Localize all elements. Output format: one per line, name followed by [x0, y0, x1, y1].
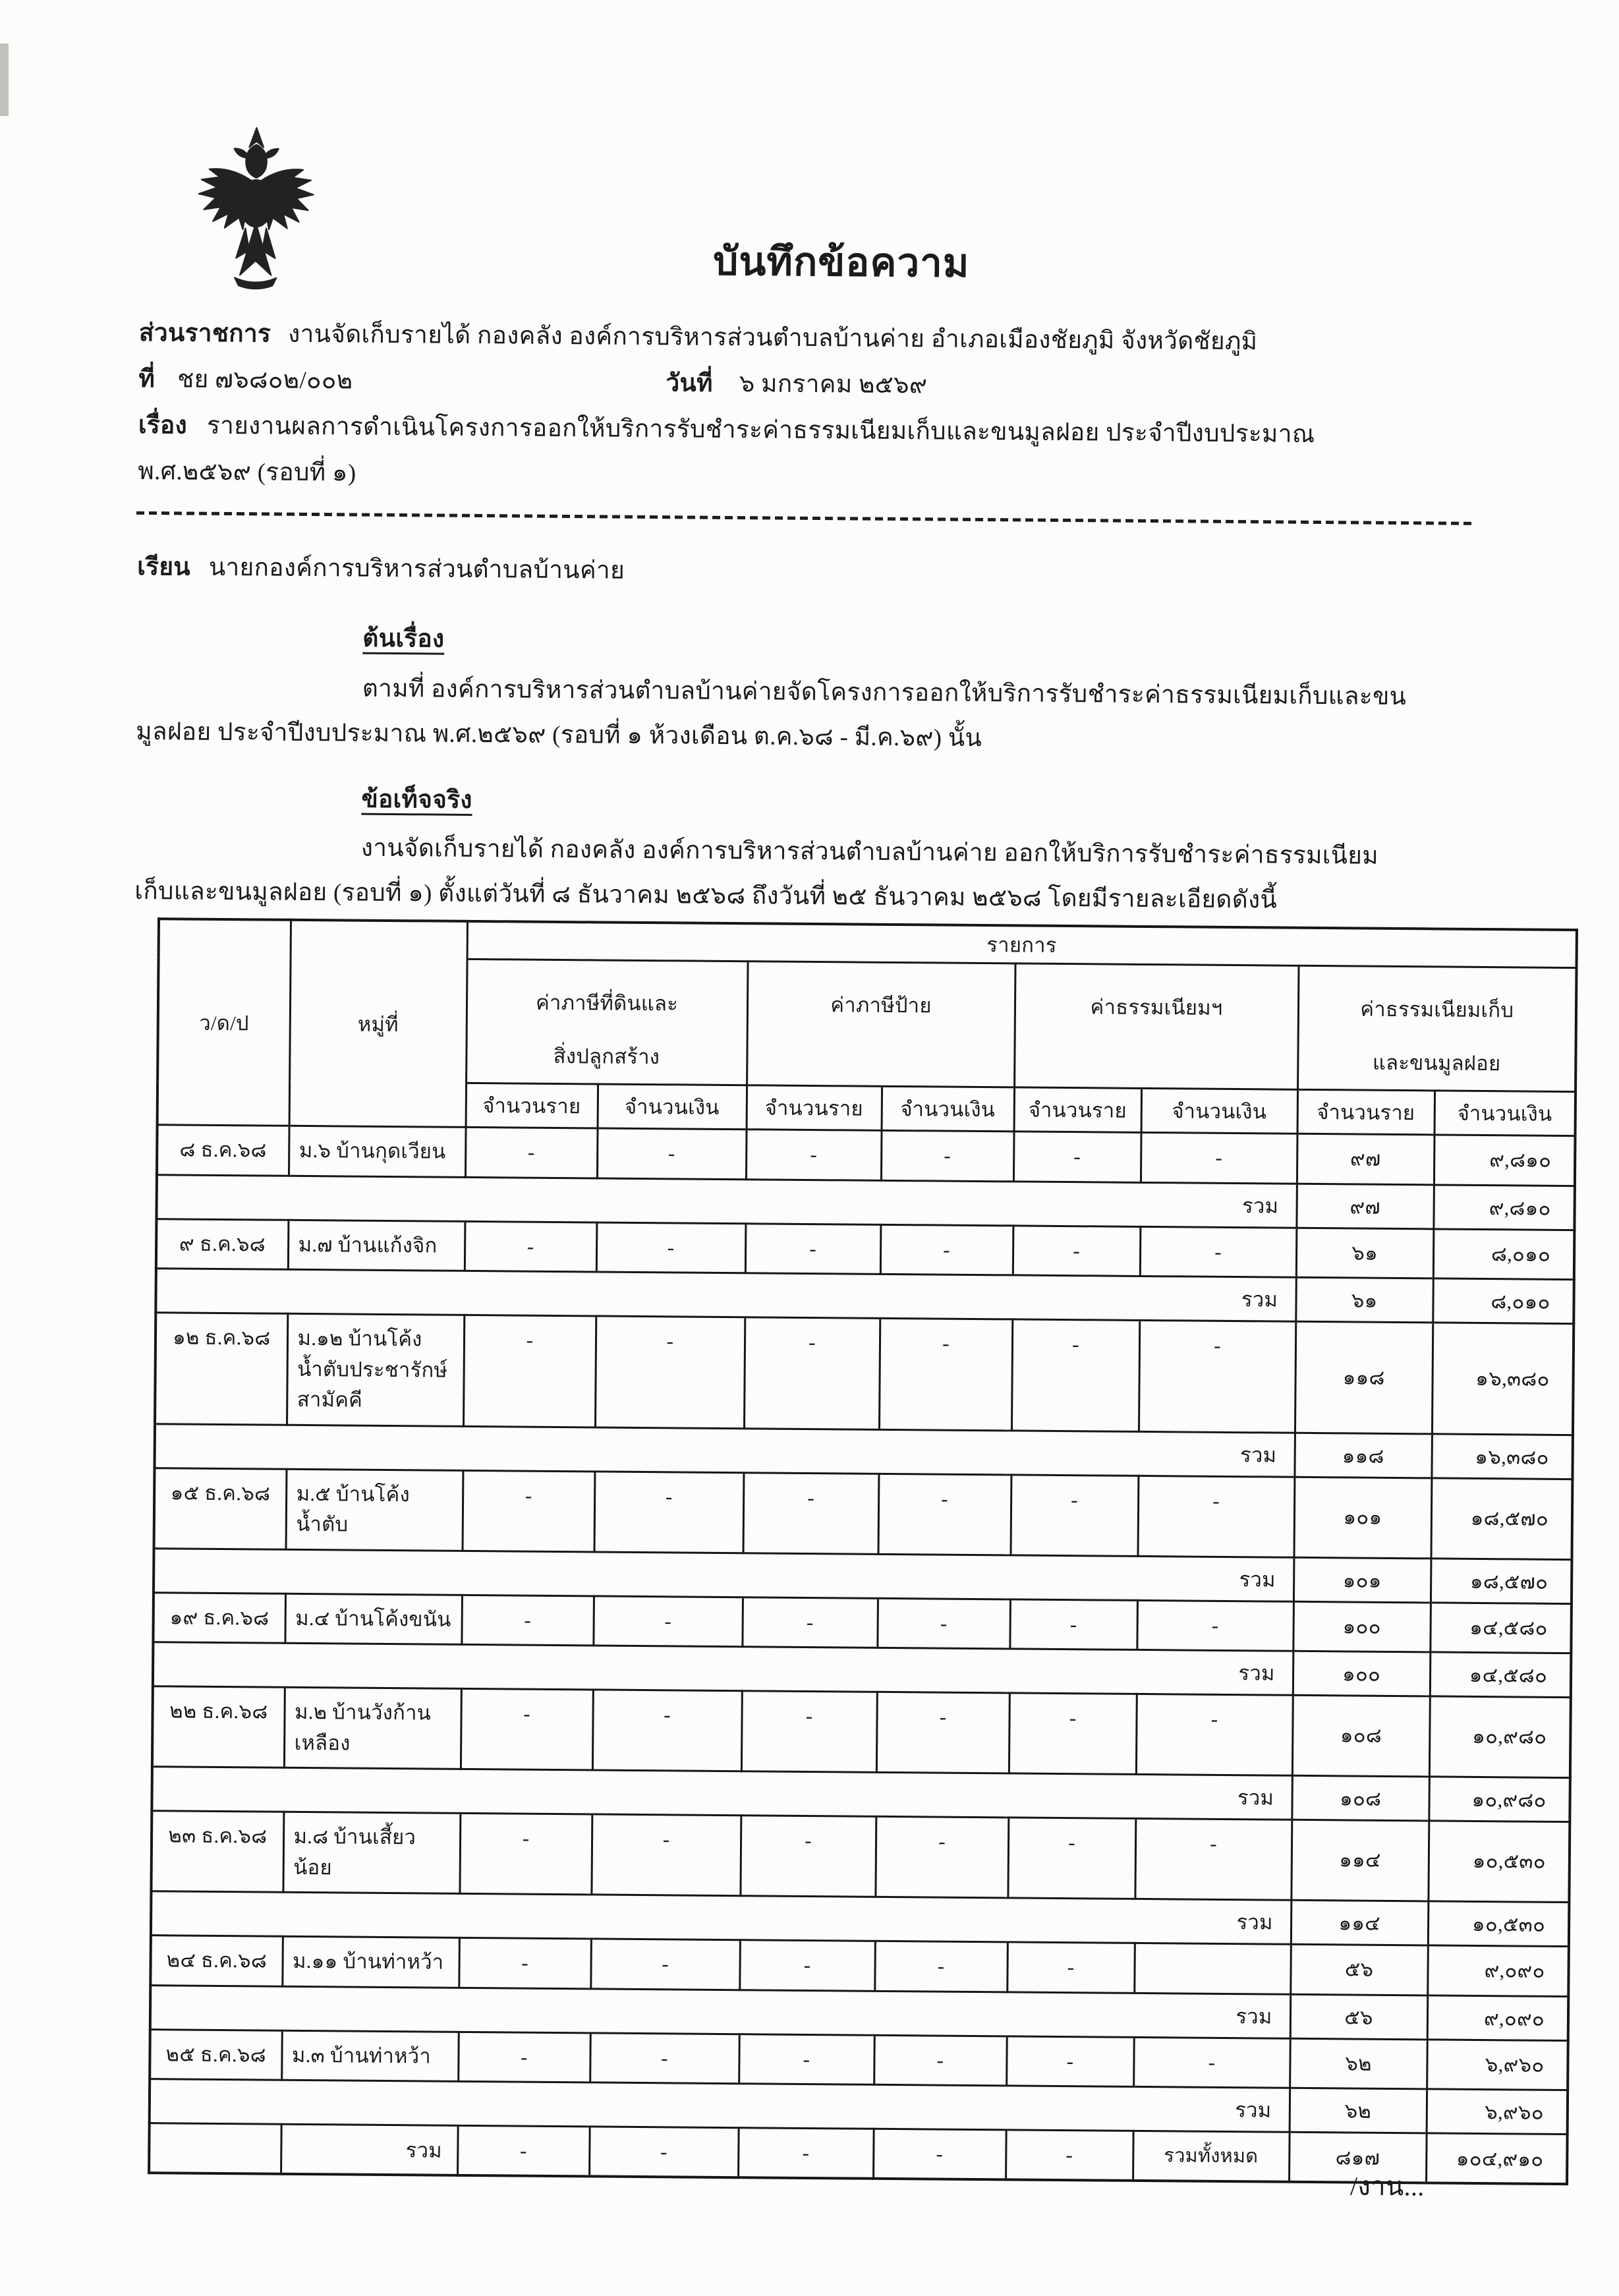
cell-dash: -	[457, 2126, 590, 2177]
cell-count: ๑๐๘	[1292, 1695, 1430, 1777]
cell-dash: -	[1133, 2037, 1290, 2088]
cell-amount: ๙,๘๑๐	[1434, 1135, 1576, 1186]
cell-date: ๒๒ ธ.ค.๖๘	[152, 1686, 285, 1768]
cell-amount: ๙,๐๙๐	[1427, 1945, 1569, 1996]
cell-dash: -	[1011, 1319, 1139, 1431]
cell-empty	[149, 2123, 281, 2174]
cell-dash: -	[463, 1315, 596, 1427]
cell-dash: -	[875, 1816, 1008, 1898]
subject-line-2: พ.ศ.๒๕๖๙ (รอบที่ ๑)	[138, 457, 356, 487]
subtotal-label: รวม	[154, 1548, 1293, 1601]
grand-total-amount: ๑๐๔,๙๑๐	[1426, 2133, 1568, 2184]
cell-date: ๙ ธ.ค.๖๘	[156, 1219, 289, 1269]
cell-count: ๙๗	[1297, 1134, 1434, 1184]
cell-dash: -	[1135, 1819, 1292, 1901]
table-row	[154, 1468, 1573, 1559]
cell-dash: -	[743, 1472, 878, 1554]
cell-amount: ๖,๙๖๐	[1427, 2040, 1568, 2090]
cell-dash: -	[881, 1131, 1014, 1182]
cell-dash: -	[1137, 1600, 1293, 1651]
col-header-count: จำนวนราย	[1297, 1089, 1435, 1135]
cell-dash: -	[739, 1940, 875, 1991]
col-header-amount: จำนวนเงิน	[1141, 1089, 1298, 1134]
subtotal-amount: ๑๐,๕๓๐	[1428, 1901, 1570, 1947]
cell-dash: -	[739, 2034, 874, 2084]
section1-paragraph-line2: มูลฝอย ประจำปีงบประมาณ พ.ศ.๒๕๖๙ (รอบที่ ๑ ห้วงเดือน ต.ค.๖๘ - มี.ค.๖๙) นั้น	[136, 718, 982, 753]
cell-dash	[1134, 1943, 1291, 1994]
cell-dash: -	[880, 1224, 1013, 1275]
cell-dash: -	[879, 1319, 1012, 1431]
cell-dash: -	[877, 1598, 1010, 1649]
cell-dash: -	[596, 1222, 746, 1273]
cell-dash: -	[744, 1317, 880, 1429]
subtotal-amount: ๑๔,๕๘๐	[1430, 1652, 1572, 1698]
col-header-amount: จำนวนเงิน	[598, 1084, 747, 1130]
cell-village: ม.๘ บ้านเสี้ยว​น้อย	[283, 1812, 460, 1893]
cell-date: ๑๕ ธ.ค.๖๘	[154, 1468, 287, 1549]
subtotal-count: ๑๐๑	[1293, 1557, 1431, 1603]
cell-dash: -	[463, 1470, 595, 1552]
subtotal-count: ๖๒	[1290, 2088, 1427, 2133]
cell-count: ๖๑	[1296, 1228, 1434, 1278]
subtotal-count: ๖๑	[1295, 1277, 1433, 1323]
col-header-amount: จำนวนเงิน	[1434, 1091, 1576, 1136]
subtotal-count: ๑๑๘	[1294, 1433, 1432, 1478]
cell-village: ม.๓ บ้านท่าหว้า	[281, 2030, 459, 2082]
cell-dash: -	[740, 1816, 876, 1897]
cell-dash: -	[461, 1595, 594, 1646]
cell-village: ม.๑๒ บ้านโค้ง​น้ำตับประชา​รักษ์สามัคคี	[287, 1313, 464, 1426]
subtotal-amount: ๖,๙๖๐	[1427, 2089, 1568, 2135]
cell-count: ๑๐๐	[1293, 1601, 1431, 1652]
table-row	[155, 1313, 1574, 1435]
cell-village: ม.๕ บ้านโค้ง​น้ำตับ	[286, 1469, 463, 1551]
cell-amount: ๑๐,๕๓๐	[1428, 1821, 1570, 1903]
cell-dash: -	[873, 2129, 1006, 2179]
grand-row-label: รวม	[281, 2124, 458, 2175]
cell-dash: -	[745, 1223, 881, 1274]
grand-total-count: ๘๑๗	[1289, 2132, 1427, 2183]
cell-dash: -	[1136, 1694, 1293, 1776]
col-header-group: รายการ	[467, 921, 1577, 968]
cell-dash: -	[1009, 1599, 1137, 1650]
cell-dash: -	[1013, 1132, 1141, 1182]
table-row	[152, 1686, 1571, 1778]
col-header-date: ว/ด/ป	[157, 919, 291, 1126]
subtotal-count: ๕๖	[1290, 1994, 1428, 2040]
cell-dash: -	[459, 1814, 592, 1895]
cell-date: ๒๔ ธ.ค.๖๘	[150, 1936, 283, 1986]
subtotal-label: รวม	[150, 2079, 1290, 2133]
agency-line	[139, 317, 1258, 359]
subtotal-label: รวม	[150, 1985, 1290, 2038]
fee-report-table	[148, 917, 1578, 2185]
cell-dash: -	[589, 2127, 739, 2177]
cell-dash: -	[742, 1597, 878, 1648]
agency-label: ส่วนราชการ	[138, 319, 271, 348]
section2-paragraph-line1: งานจัดเก็บรายได้ กองคลัง องค์การบริหารส่วนตำบลบ้านค่าย ออกให้บริการรับชำระค่าธรรมเนียม	[360, 834, 1379, 870]
cell-dash: -	[465, 1221, 597, 1272]
doc-number-label: ที่	[138, 365, 156, 393]
agency-text: งานจัดเก็บรายได้ กองคลัง องค์การบริหารส่วนตำบลบ้านค่าย อำเภอเมืองชัยภูมิ จังหวัดชัยภูมิ	[288, 320, 1258, 356]
cell-dash: -	[1006, 2036, 1134, 2087]
cell-dash: -	[1009, 1693, 1137, 1775]
subtotal-count: ๑๑๔	[1291, 1900, 1429, 1945]
section2-paragraph-line2: เก็บและขนมูลฝอย (รอบที่ ๑) ตั้งแต่วันที่ ๘ ธันวาคม ๒๕๖๘ ถึงวันที่ ๒๕ ธันวาคม ๒๕๖๘ โดยมีรายละเอียดดังนี้	[134, 877, 1278, 914]
cell-dash: -	[874, 2035, 1007, 2086]
cell-village: ม.๑๑ บ้านท่าหว้า	[282, 1936, 459, 1988]
subtotal-label: รวม	[156, 1269, 1295, 1322]
cell-village: ม.๖ บ้านกุด​เวียน	[289, 1126, 466, 1177]
cell-amount: ๑๔,๕๘๐	[1430, 1603, 1572, 1653]
cell-dash: -	[878, 1474, 1011, 1555]
cell-date: ๒๕ ธ.ค.๖๘	[150, 2029, 282, 2080]
garuda-emblem	[190, 123, 322, 321]
subtotal-count: ๑๐๐	[1293, 1651, 1431, 1696]
cell-dash: -	[1006, 2130, 1133, 2181]
subtotal-amount: ๙,๐๙๐	[1427, 1995, 1569, 2041]
doc-number-line	[138, 363, 1476, 407]
subtotal-amount: ๙,๘๑๐	[1433, 1185, 1575, 1230]
cell-dash: -	[1139, 1321, 1295, 1433]
cell-dash: -	[1137, 1476, 1294, 1557]
cell-dash: -	[1013, 1226, 1141, 1277]
col-header-sign-tax: ค่าภาษีป้าย	[747, 961, 1015, 1087]
col-header-amount: จำนวนเงิน	[882, 1087, 1015, 1132]
col-header-land-building-tax: ค่าภาษีที่ดินและ สิ่งปลูกสร้าง	[466, 959, 747, 1085]
subtotal-amount: ๑๘,๕๗๐	[1431, 1559, 1572, 1604]
grand-total-label: รวมทั้งหมด	[1133, 2131, 1290, 2182]
cell-amount: ๑๘,๕๗๐	[1431, 1478, 1572, 1560]
subtotal-label: รวม	[151, 1891, 1291, 1945]
subtotal-label: รวม	[152, 1767, 1292, 1820]
addressee-value: นายกองค์การบริหารส่วนตำบลบ้านค่าย	[208, 554, 625, 585]
cell-dash: -	[1007, 1942, 1135, 1993]
page-title: บันทึกข้อความ	[713, 239, 970, 285]
cell-dash: -	[597, 1128, 747, 1179]
subject-line	[138, 409, 1315, 451]
addressee-line	[137, 551, 625, 588]
subtotal-count: ๑๐๘	[1292, 1775, 1429, 1821]
cell-dash: -	[459, 1938, 591, 1989]
doc-date-value: ๖ มกราคม ๒๕๖๙	[739, 370, 928, 399]
cell-dash: -	[876, 1692, 1009, 1774]
doc-number-value: ชย ๗๖๘๐๒/๐๐๒	[177, 366, 353, 395]
table-row	[151, 1811, 1570, 1903]
col-header-count: จำนวนราย	[747, 1085, 882, 1131]
doc-date-group	[666, 367, 927, 402]
cell-dash: -	[591, 1814, 741, 1896]
section2-heading: ข้อเท็จจริง	[361, 786, 472, 814]
cell-count: ๕๖	[1290, 1944, 1428, 1995]
section1-heading: ต้นเรื่อง	[362, 625, 445, 653]
col-header-moo: หมู่ที่	[289, 920, 467, 1128]
cell-dash: -	[874, 1941, 1008, 1992]
cell-dash: -	[592, 1690, 742, 1771]
subject-text: รายงานผลการดำเนินโครงการออกให้บริการรับชำระค่าธรรมเนียมเก็บและขนมูลฝอย ประจำปีงบประมาณ	[206, 412, 1315, 448]
cell-dash: -	[594, 1472, 744, 1553]
cell-dash: -	[590, 1939, 740, 1990]
cell-count: ๖๒	[1290, 2038, 1427, 2089]
cell-dash: -	[465, 1128, 598, 1178]
cell-count: ๑๑๘	[1295, 1321, 1433, 1433]
cell-count: ๑๑๔	[1291, 1820, 1429, 1901]
cell-dash: -	[590, 2033, 739, 2084]
cell-dash: -	[1008, 1818, 1135, 1899]
subtotal-amount: ๑๐,๙๘๐	[1429, 1777, 1570, 1822]
subtotal-count: ๙๗	[1296, 1184, 1434, 1229]
cell-dash: -	[461, 1689, 593, 1771]
cell-dash: -	[1141, 1133, 1297, 1184]
cell-dash: -	[746, 1130, 882, 1180]
section1-paragraph-line1: ตามที่ องค์การบริหารส่วนตำบลบ้านค่ายจัดโครงการออกให้บริการรับชำระค่าธรรมเนียมเก็บและขน	[362, 675, 1407, 711]
doc-date-label: วันที่	[666, 370, 713, 397]
cell-dash: -	[593, 1596, 743, 1647]
subtotal-amount: ๘,๐๑๐	[1433, 1278, 1574, 1324]
cell-village: ม.๗ บ้านแก้งจิก	[288, 1220, 465, 1271]
cell-date: ๑๙ ธ.ค.๖๘	[153, 1592, 285, 1643]
cell-dash: -	[741, 1691, 877, 1773]
col-header-fees: ค่าธรรมเนียมฯ	[1014, 963, 1298, 1090]
cell-village: ม.๒ บ้านวัง​ก้านเหลือง	[284, 1687, 461, 1769]
cell-date: ๑๒ ธ.ค.๖๘	[155, 1313, 287, 1425]
cell-dash: -	[1010, 1475, 1138, 1557]
subject-label: เรื่อง	[138, 411, 188, 440]
cell-village: ม.๔ บ้านโค้ง​ขนัน	[285, 1593, 462, 1645]
subtotal-label: รวม	[156, 1174, 1296, 1228]
subtotal-label: รวม	[154, 1423, 1294, 1477]
col-header-count: จำนวนราย	[466, 1083, 598, 1129]
dashed-divider	[136, 511, 1475, 525]
cell-amount: ๑๐,๙๘๐	[1429, 1696, 1571, 1778]
col-header-garbage-fee: ค่าธรรมเนียมเก็บ และขนมูลฝอย	[1297, 965, 1576, 1091]
cell-dash: -	[738, 2128, 874, 2179]
table-body	[149, 1125, 1575, 2184]
addressee-label: เรียน	[137, 553, 191, 581]
cell-date: ๘ ธ.ค.๖๘	[157, 1125, 289, 1176]
cell-date: ๒๓ ธ.ค.๖๘	[151, 1811, 283, 1893]
cell-amount: ๘,๐๑๐	[1433, 1229, 1575, 1280]
cell-dash: -	[1140, 1226, 1297, 1277]
cell-dash: -	[458, 2032, 590, 2082]
subtotal-label: รวม	[153, 1642, 1293, 1696]
col-header-count: จำนวนราย	[1014, 1087, 1142, 1133]
cell-amount: ๑๖,๓๘๐	[1432, 1323, 1574, 1435]
cell-dash: -	[595, 1316, 745, 1428]
cell-count: ๑๐๑	[1293, 1477, 1431, 1559]
page-continuation-mark: /งาน...	[1349, 2171, 1425, 2202]
subtotal-amount: ๑๖,๓๘๐	[1431, 1434, 1573, 1479]
